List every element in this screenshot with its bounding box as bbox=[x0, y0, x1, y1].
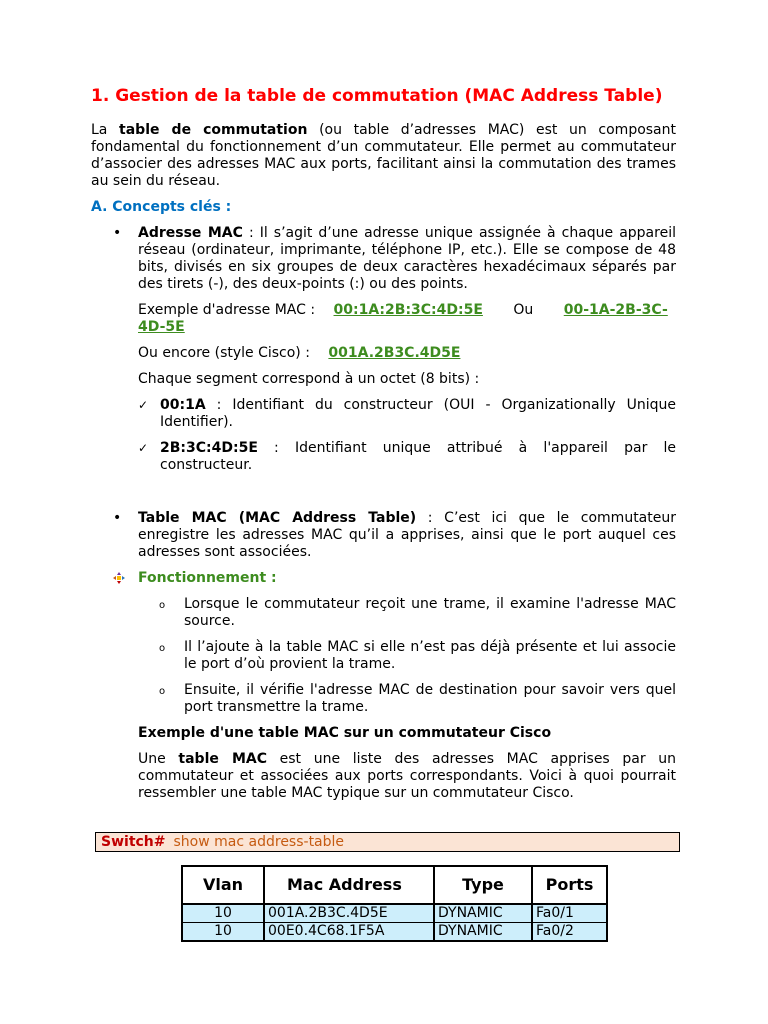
section-title: 1. Gestion de la table de commutation (MAC Address Table) bbox=[91, 86, 663, 106]
bullet-icon: • bbox=[113, 510, 122, 526]
oui-definition: : Identifiant du constructeur (OUI - Organizationally Unique Identifier). bbox=[160, 397, 676, 430]
list-item-step-3 bbox=[91, 682, 676, 716]
mac-example-line bbox=[91, 302, 676, 336]
cell-vlan: 10 bbox=[182, 904, 264, 923]
fonctionnement-label: Fonctionnement : bbox=[138, 570, 277, 586]
mac-table-term: Table MAC (MAC Address Table) bbox=[138, 510, 417, 526]
list-item-mac-address bbox=[91, 225, 676, 293]
example-bold: table MAC bbox=[178, 751, 267, 767]
column-header-vlan: Vlan bbox=[182, 866, 264, 904]
cell-port: Fa0/2 bbox=[532, 923, 607, 942]
intro-post: (ou table d’adresses MAC) est un composant fondamental du fonctionnement d’un commutateur. Elle permet au commutateur d’associer des adresses MAC aux ports, facilitant ainsi la commutation des trames au sein du réseau. bbox=[91, 122, 677, 189]
column-header-type: Type bbox=[434, 866, 532, 904]
fonctionnement-heading bbox=[91, 570, 676, 587]
cell-mac-address: 00E0.4C68.1F5A bbox=[264, 923, 434, 942]
segment-line: Chaque segment correspond à un octet (8 bits) : bbox=[138, 371, 480, 387]
example-post: est une liste des adresses MAC apprises par un commutateur et associées aux ports correspondants. Voici à quoi pourrait ressembler une table MAC typique sur un commutateur Cisco. bbox=[138, 751, 677, 801]
cli-prompt: Switch# bbox=[101, 834, 166, 850]
cell-mac-address: 001A.2B3C.4D5E bbox=[264, 904, 434, 923]
cell-type: DYNAMIC bbox=[434, 904, 532, 923]
cell-vlan: 10 bbox=[182, 923, 264, 942]
checkmark-icon: ✓ bbox=[138, 441, 149, 455]
mac-address-table bbox=[181, 865, 608, 942]
document-body bbox=[91, 86, 676, 802]
command-line-box bbox=[95, 832, 680, 852]
mac-table-definition: : C’est ici que le commutateur enregistre les adresses MAC qu’il a apprises, ainsi que le port auquel ces adresses sont associées. bbox=[138, 510, 676, 560]
cisco-label: Ou encore (style Cisco) : bbox=[138, 345, 310, 361]
oui-term: 00:1A bbox=[160, 397, 206, 413]
table-row bbox=[182, 904, 607, 923]
intro-paragraph bbox=[91, 122, 676, 190]
mac-example-2-link[interactable]: 00-1A-2B-3C-4D-5E bbox=[138, 302, 668, 335]
list-item-device-id bbox=[91, 440, 676, 474]
device-id-term: 2B:3C:4D:5E bbox=[160, 440, 258, 456]
column-header-ports: Ports bbox=[532, 866, 607, 904]
cisco-example-line bbox=[91, 345, 676, 362]
device-id-definition: : Identifiant unique attribué à l'appareil par le constructeur. bbox=[160, 440, 676, 473]
list-item-step-1 bbox=[91, 596, 676, 630]
column-header-mac-address: Mac Address bbox=[264, 866, 434, 904]
bullet-icon: • bbox=[113, 225, 122, 241]
intro-pre: La bbox=[91, 122, 120, 138]
cisco-example-link[interactable]: 001A.2B3C.4D5E bbox=[328, 345, 461, 361]
example-paragraph bbox=[91, 751, 676, 802]
example-pre: Une bbox=[138, 751, 179, 767]
table-row bbox=[182, 923, 607, 942]
circle-bullet-icon: o bbox=[159, 600, 166, 611]
mac-term: Adresse MAC bbox=[138, 225, 243, 241]
list-item-oui bbox=[91, 397, 676, 431]
mac-definition: : Il s’agit d’une adresse unique assignée à chaque appareil réseau (ordinateur, imprimante, téléphone IP, etc.). Elle se compose de 48 bits, divisés en six groupes de deux caractères hexadécimaux séparés par des tirets (-), des deux-points (:) ou des points. bbox=[138, 225, 676, 292]
step-text: Il l’ajoute à la table MAC si elle n’est pas déjà présente et lui associe le port d’où provient la trame. bbox=[184, 639, 676, 672]
intro-bold: table de commutation bbox=[119, 122, 308, 138]
or-label: Ou bbox=[513, 302, 534, 318]
step-text: Lorsque le commutateur reçoit une trame, il examine l'adresse MAC source. bbox=[184, 596, 676, 629]
step-text: Ensuite, il vérifie l'adresse MAC de destination pour savoir vers quel port transmettre la trame. bbox=[184, 682, 676, 715]
list-item-step-2 bbox=[91, 639, 676, 673]
mac-example-1-link[interactable]: 00:1A:2B:3C:4D:5E bbox=[333, 302, 483, 318]
list-item-mac-table bbox=[91, 510, 676, 561]
cell-type: DYNAMIC bbox=[434, 923, 532, 942]
cli-command: show mac address-table bbox=[173, 834, 345, 850]
circle-bullet-icon: o bbox=[159, 686, 166, 697]
concepts-heading: A. Concepts clés : bbox=[91, 199, 232, 215]
circle-bullet-icon: o bbox=[159, 643, 166, 654]
example-label: Exemple d'adresse MAC : bbox=[138, 302, 316, 318]
checkmark-icon: ✓ bbox=[138, 398, 149, 412]
four-arrows-icon bbox=[113, 572, 125, 584]
cell-port: Fa0/1 bbox=[532, 904, 607, 923]
table-header-row bbox=[182, 866, 607, 904]
example-heading: Exemple d'une table MAC sur un commutateur Cisco bbox=[138, 725, 552, 741]
